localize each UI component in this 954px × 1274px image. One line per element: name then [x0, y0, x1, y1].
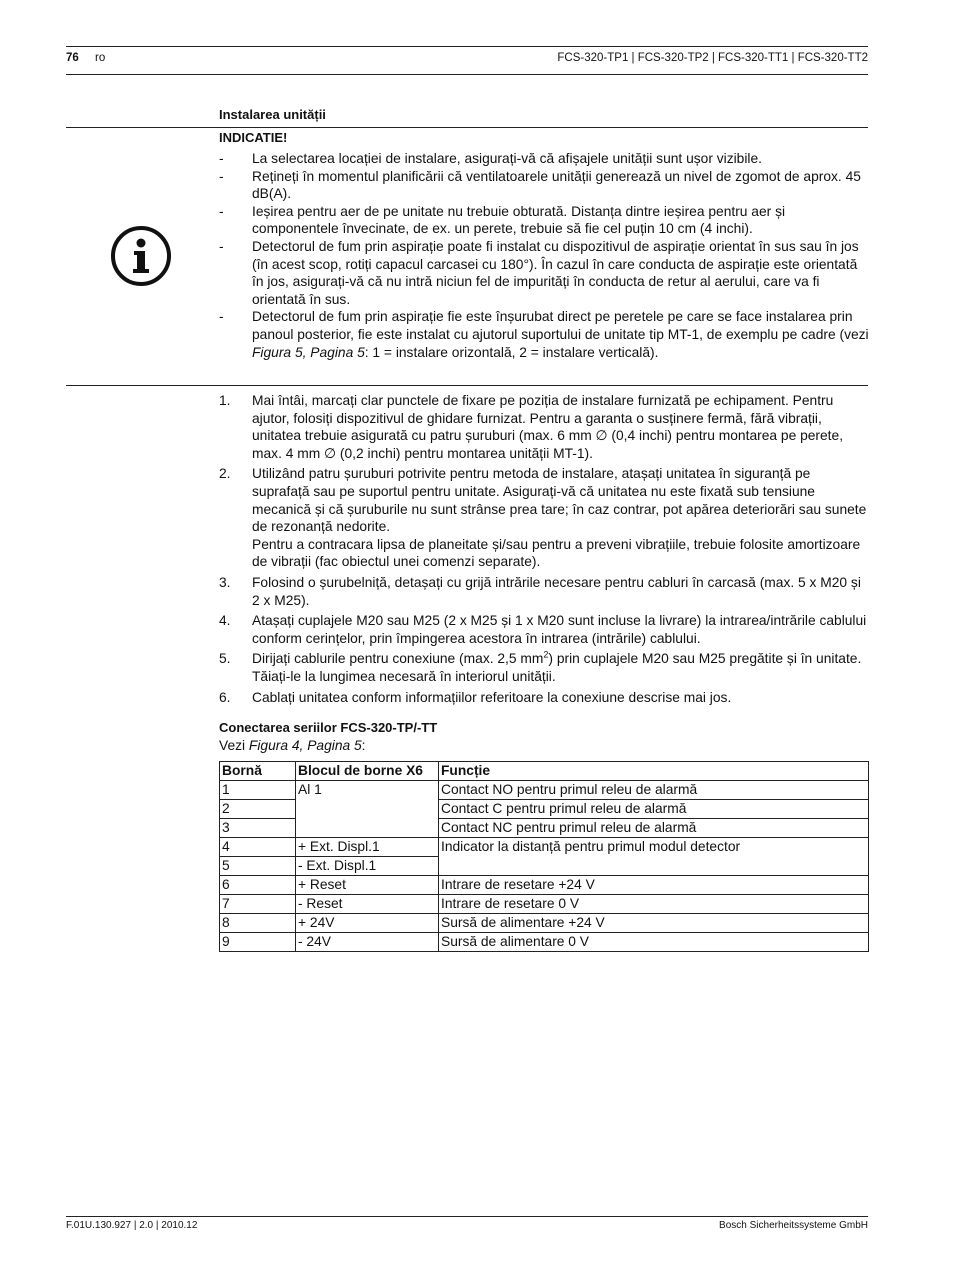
table-cell: 2	[220, 800, 296, 819]
table-cell: Sursă de alimentare 0 V	[439, 933, 869, 952]
table-cell: Sursă de alimentare +24 V	[439, 914, 869, 933]
table-cell: Contact C pentru primul releu de alarmă	[439, 800, 869, 819]
figure-reference: Figura 4, Pagina 5	[248, 738, 362, 753]
column-header: Blocul de borne X6	[296, 762, 439, 781]
table-row	[220, 838, 869, 857]
step-item: 3. Folosind o șurubelniță, detașați cu grijă intrările necesare pentru cabluri în carcasă (max. 5 x M20 și 2 x M25).	[219, 574, 861, 608]
step-item: 1. Mai întâi, marcați clar punctele de fixare pe poziția de instalare furnizată pe echipament. Pentru ajutor, folosiți dispozitivul de ghidare furnizat. Pentru a garanta o susținere fermă, fără vibrații, unitatea trebuie asigurată cu patru șuruburi (max. 6 mm ∅ (0,4 inchi) pentru montarea pe perete, max. 4 mm ∅ (0,2 inchi) pentru montarea unității MT-1).	[219, 393, 844, 461]
section-title-connection: Conectarea seriilor FCS-320-TP/-TT	[219, 720, 438, 735]
figure-reference-line: Vezi Figura 4, Pagina 5:	[219, 738, 366, 753]
table-row	[220, 914, 869, 933]
step-item: 5. Dirijați cablurile pentru conexiune (max. 2,5 $mm^2$) prin cuplajele M20 sau M25 pregătite și în unitate. Tăiați-le la lungimea necesară în interiorul unității.	[219, 649, 862, 684]
document-id: F.01U.130.927 | 2.0 | 2010.12	[66, 1220, 198, 1231]
table-cell: + Reset	[296, 876, 439, 895]
company-name: Bosch Sicherheitssysteme GmbH	[719, 1220, 868, 1231]
notice-bottom-rule	[66, 385, 868, 386]
info-icon	[110, 225, 172, 292]
column-header: Bornă	[220, 762, 296, 781]
table-cell: - 24V	[296, 933, 439, 952]
table-cell: 1	[220, 781, 296, 800]
table-cell: 5	[220, 857, 296, 876]
table-cell: 9	[220, 933, 296, 952]
installation-steps	[219, 392, 869, 709]
table-cell: 3	[220, 819, 296, 838]
table-cell: Contact NO pentru primul releu de alarmă	[439, 781, 869, 800]
table-cell: Indicator la distanță pentru primul modul detector	[439, 838, 869, 876]
notice-item: - Detectorul de fum prin aspirație fie este înșurubat direct pe peretele pe care se face instalarea prin panoul posterior, fie este instalat cu ajutorul suportului de unitate tip MT-1, de exemplu pe cadre (vezi Figura 5, Pagina 5: 1 = instalare orizontală, 2 = instalare verticală).	[219, 309, 869, 360]
table-cell: Intrare de resetare 0 V	[439, 895, 869, 914]
table-cell: + Ext. Displ.1	[296, 838, 439, 857]
step-item: 2. Utilizând patru șuruburi potrivite pentru metoda de instalare, atașați unitatea în siguranță pe suprafață sau pe suportul pentru unitate. Asigurați-vă că unitatea nu este fixată sub tensiune mecanică și că șuruburile nu sunt strânse prea tare; în caz contrar, pot apărea deteriorări sau sunete de rezonanță nedorite. Pentru a contracara lipsa de planeitate și/sau pentru a preveni vibrațiile, trebuie folosite amortizoare de vibrații (fac obiectul unei comenzi separate).	[219, 466, 867, 570]
table-cell: - Ext. Displ.1	[296, 857, 439, 876]
table-row	[220, 895, 869, 914]
header-bottom-rule	[66, 74, 868, 75]
notice-item: - La selectarea locației de instalare, asigurați-vă că afișajele unității sunt ușor vizibile.	[219, 151, 762, 166]
step-item: 4. Atașați cuplajele M20 sau M25 (2 x M25 și 1 x M20 sunt incluse la livrare) la intrarea/intrările cablului conform cerințelor, prin împingerea acestora în intrarea (intrările) cablului.	[219, 613, 867, 646]
section-title-installation: Instalarea unității	[219, 107, 326, 122]
footer-rule	[66, 1216, 868, 1217]
language-code: ro	[95, 52, 106, 64]
table-cell: 8	[220, 914, 296, 933]
table-cell: Intrare de resetare +24 V	[439, 876, 869, 895]
table-cell: Al 1	[296, 781, 439, 838]
figure-reference: Figura 5, Pagina 5	[252, 344, 365, 360]
notice-item: - Rețineți în momentul planificării că ventilatoarele unității generează un nivel de zgomot de aprox. 45 dB(A).	[219, 168, 861, 202]
table-cell: - Reset	[296, 895, 439, 914]
table-cell: 4	[220, 838, 296, 857]
terminal-table	[219, 761, 869, 952]
table-row	[220, 933, 869, 952]
notice-label: INDICATIE!	[219, 130, 288, 145]
step-item: 6. Cablați unitatea conform informațiilor referitoare la conexiune descrise mai jos.	[219, 689, 732, 705]
model-list: FCS-320-TP1 | FCS-320-TP2 | FCS-320-TT1 | FCS-320-TT2	[557, 52, 868, 64]
table-cell: 7	[220, 895, 296, 914]
notice-item: - Ieșirea pentru aer de pe unitate nu trebuie obturată. Distanța dintre ieșirea pentru aer și componentele învecinate, de ex. un perete, trebuie să fie cel puțin 10 cm (4 inchi).	[219, 203, 786, 237]
table-cell: Contact NC pentru primul releu de alarmă	[439, 819, 869, 838]
header-top-rule	[66, 46, 868, 47]
page-number: 76	[66, 52, 79, 64]
table-row	[220, 781, 869, 800]
notice-top-rule	[66, 127, 868, 128]
table-cell: + 24V	[296, 914, 439, 933]
table-cell: 6	[220, 876, 296, 895]
notice-item: - Detectorul de fum prin aspirație poate fi instalat cu dispozitivul de aspirație orientat în sus sau în jos (în acest scop, rotiți capacul carcasei cu 180°). În cazul în care conducta de aspirație este orientată în jos, asigurați-vă că nu intră niciun fel de impurități în conducta de retur al aerului, care va fi orientată în sus.	[219, 238, 859, 307]
table-row	[220, 876, 869, 895]
column-header: Funcție	[439, 762, 869, 781]
notice-list	[219, 150, 869, 361]
table-header-row	[220, 762, 869, 781]
